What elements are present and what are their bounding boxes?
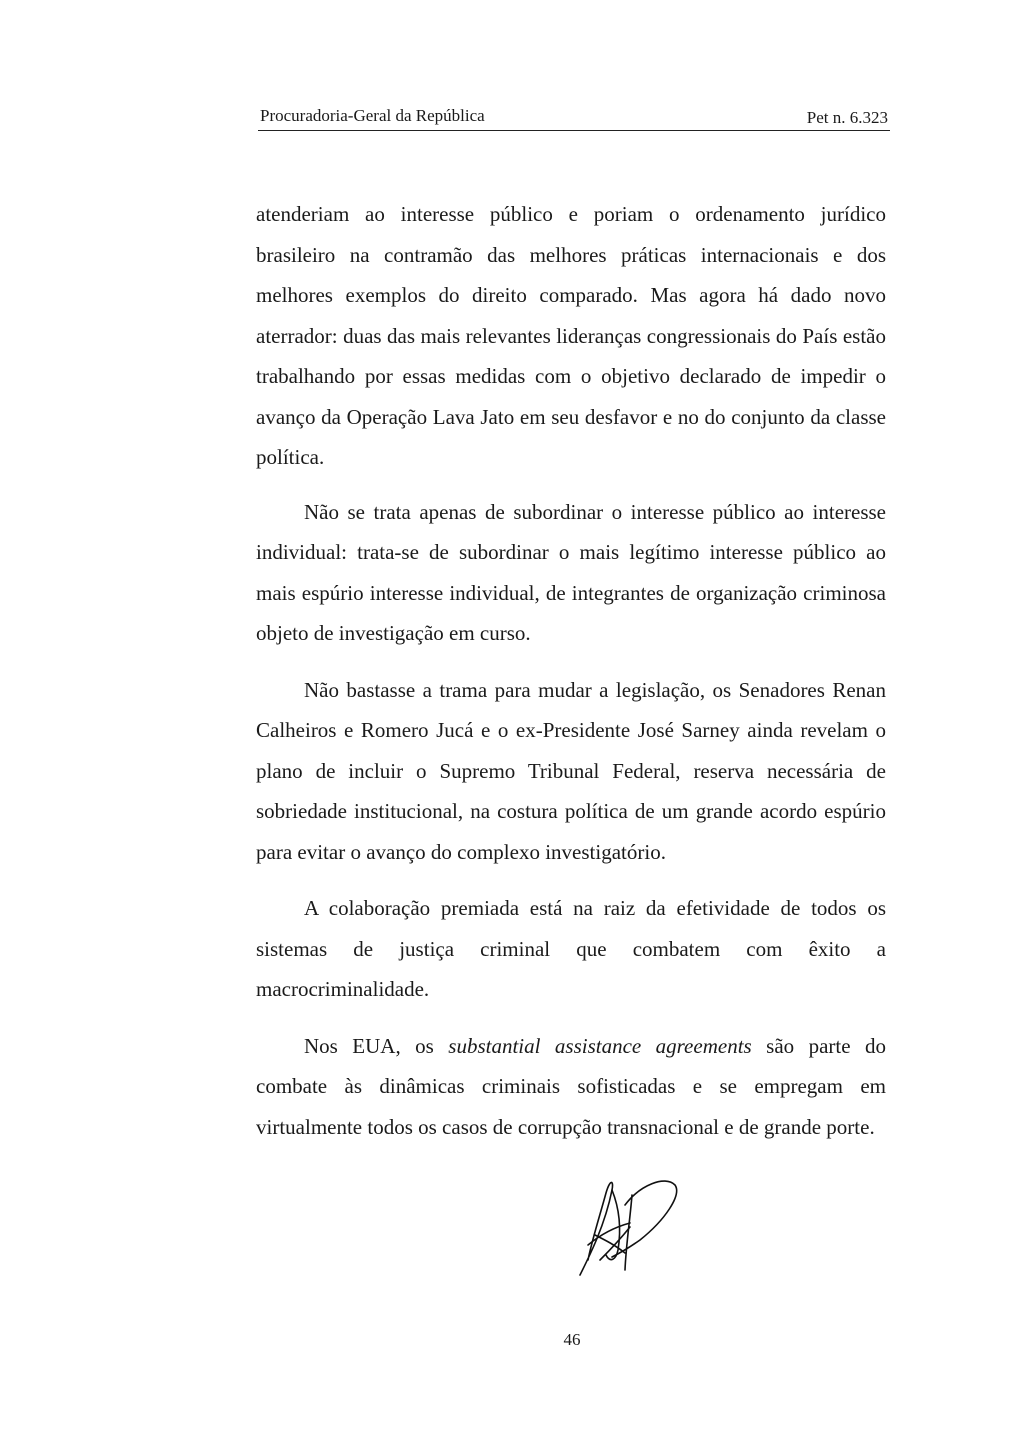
paragraph-continued: atenderiam ao interesse público e poriam o ordenamento jurídico brasileiro na contramão das melhores práticas internacionais e dos melhores exemplos do direito comparado. Mas agora há dado novo aterrador: duas das mais relevantes lideranças congressionais do País estão trabalhando por essas medidas com o objetivo declarado de impedir o avanço da Operação Lava Jato em seu desfavor e no do conjunto da classe política. [256, 202, 886, 469]
paragraph-eua [256, 1026, 886, 1148]
paragraph: Não bastasse a trama para mudar a legislação, os Senadores Renan Calheiros e Romero Jucá e o ex-Presidente José Sarney ainda revelam o plano de incluir o Supremo Tribunal Federal, reserva necessária de sobriedade institucional, na costura política de um grande acordo espúrio para evitar o avanço do complexo investigatório. [256, 677, 886, 864]
document-body [256, 194, 886, 1163]
page-number: 46 [563, 1330, 581, 1349]
header-case-number: Pet n. 6.323 [806, 108, 888, 127]
paragraph-text-after: são parte do combate às dinâmicas criminais sofisticadas e se empregam em virtualmente todos os casos de corrupção transnacional e de grande porte. [256, 1033, 887, 1139]
page-header [258, 104, 890, 131]
paragraph-text-before: Nos EUA, os [304, 1033, 449, 1058]
handwritten-signature [570, 1165, 690, 1280]
italic-term: substantial assistance agreements [448, 1033, 752, 1058]
paragraph: Não se trata apenas de subordinar o interesse público ao interesse individual: trata-se de subordinar o mais legítimo interesse público ao mais espúrio interesse individual, de integrantes de organização criminosa objeto de investigação em curso. [256, 499, 886, 645]
paragraph: A colaboração premiada está na raiz da efetividade de todos os sistemas de justiça criminal que combatem com êxito a macrocriminalidade. [256, 896, 886, 1001]
header-institution: Procuradoria-Geral da República [260, 106, 485, 125]
